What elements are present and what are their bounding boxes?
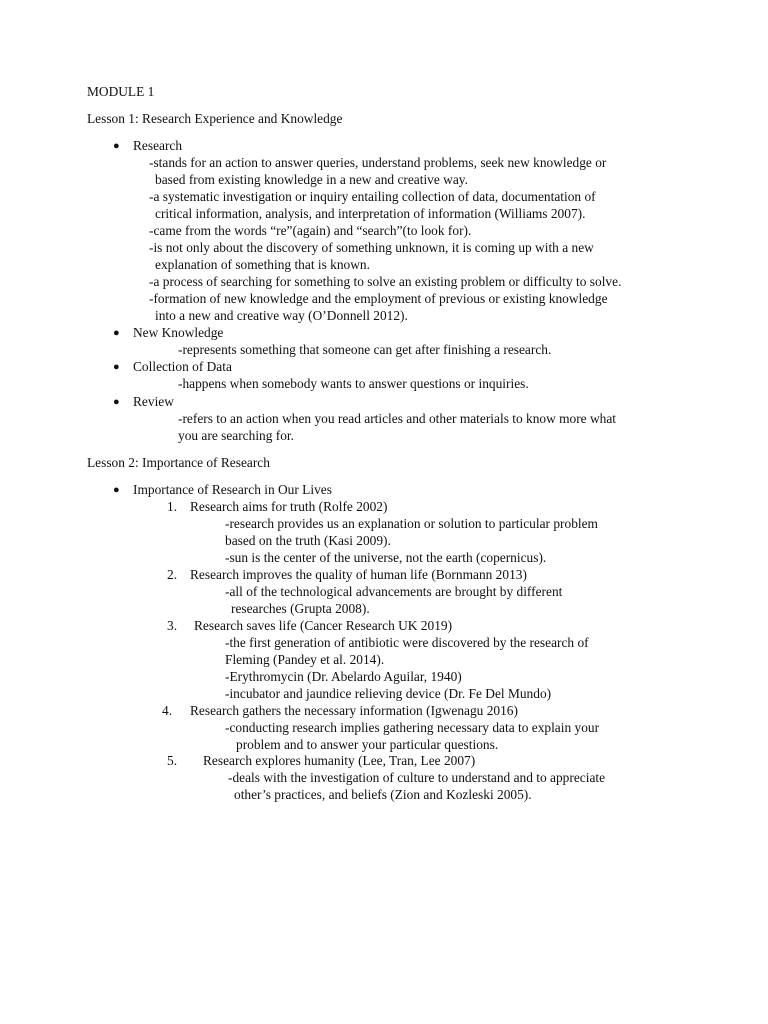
item-title: Research saves life <box>194 618 297 633</box>
item-title: Research aims for truth <box>190 499 316 514</box>
item-number: 4. <box>162 703 173 718</box>
review-line-2: you are searching for. <box>178 428 295 443</box>
research-line-8: -a process of searching for something to solve an existing problem or difficulty to solve. <box>149 274 622 289</box>
research-line-6: -is not only about the discovery of something unknown, it is coming up with a new <box>149 240 594 255</box>
lesson1-title: Lesson 1: Research Experience and Knowledge <box>87 111 343 126</box>
research-line-10: into a new and creative way (O’Donnell 2012). <box>155 308 408 323</box>
bullet-research: ● <box>113 140 120 152</box>
research-line-2: based from existing knowledge in a new and creative way. <box>155 172 468 187</box>
collection-of-data-line-1: -happens when somebody wants to answer questions or inquiries. <box>178 376 529 391</box>
item-5-line-2: other’s practices, and beliefs (Zion and Kozleski 2005). <box>234 787 532 802</box>
item-citation: (Bornmann 2013) <box>428 567 527 582</box>
module-title: MODULE 1 <box>87 84 155 99</box>
research-line-5: -came from the words “re”(again) and “search”(to look for). <box>149 223 472 238</box>
bullet-collection-of-data: ● <box>113 361 120 373</box>
new-knowledge-line-1: -represents something that someone can get after finishing a research. <box>178 342 552 357</box>
item-title: Research improves the quality of human life <box>190 567 428 582</box>
item-title: Research explores humanity <box>203 753 355 768</box>
item-4-line-2: problem and to answer your particular questions. <box>236 737 499 752</box>
item-number: 3. <box>167 618 178 633</box>
item-2-line-2: researches (Grupta 2008). <box>231 601 370 616</box>
item-3-line-4: -incubator and jaundice relieving device (Dr. Fe Del Mundo) <box>225 686 552 701</box>
research-line-4: critical information, analysis, and interpretation of information (Williams 2007). <box>155 206 586 221</box>
item-number: 1. <box>167 499 178 514</box>
importance-heading: Importance of Research in Our Lives <box>133 482 332 497</box>
review-line-1: -refers to an action when you read articles and other materials to know more what <box>178 411 617 426</box>
item-5-line-1: -deals with the investigation of culture to understand and to appreciate <box>228 770 606 785</box>
item-citation: (Igwenagu 2016) <box>422 703 518 718</box>
item-4-line-1: -conducting research implies gathering necessary data to explain your <box>225 720 600 735</box>
research-line-1: -stands for an action to answer queries, understand problems, seek new knowledge or <box>149 155 607 170</box>
item-heading <box>203 753 475 769</box>
lesson2-title: Lesson 2: Importance of Research <box>87 455 270 470</box>
term-collection-of-data: Collection of Data <box>133 359 232 374</box>
item-heading <box>190 499 387 515</box>
research-line-9: -formation of new knowledge and the employment of previous or existing knowledge <box>149 291 608 306</box>
item-1-line-3: -sun is the center of the universe, not the earth (copernicus). <box>225 550 547 565</box>
item-3-line-2: Fleming (Pandey et al. 2014). <box>225 652 385 667</box>
item-1-line-1: -research provides us an explanation or solution to particular problem <box>225 516 598 531</box>
term-research: Research <box>133 138 183 153</box>
item-title: Research gathers the necessary information <box>190 703 423 718</box>
research-line-3: -a systematic investigation or inquiry entailing collection of data, documentation of <box>149 189 596 204</box>
item-3-line-3: -Erythromycin (Dr. Abelardo Aguilar, 1940) <box>225 669 462 684</box>
bullet-importance: ● <box>113 484 120 496</box>
item-number: 2. <box>167 567 178 582</box>
bullet-new-knowledge: ● <box>113 327 120 339</box>
item-heading <box>190 567 527 583</box>
term-new-knowledge: New Knowledge <box>133 325 224 340</box>
item-3-line-1: -the first generation of antibiotic were discovered by the research of <box>225 635 589 650</box>
item-citation: (Lee, Tran, Lee 2007) <box>354 753 476 768</box>
item-2-line-1: -all of the technological advancements are brought by different <box>225 584 563 599</box>
item-number: 5. <box>167 753 178 768</box>
term-review: Review <box>133 394 174 409</box>
bullet-review: ● <box>113 396 120 408</box>
research-line-7: explanation of something that is known. <box>155 257 370 272</box>
item-heading <box>194 618 452 634</box>
item-heading <box>190 703 518 719</box>
item-1-line-2: based on the truth (Kasi 2009). <box>225 533 391 548</box>
item-citation: (Cancer Research UK 2019) <box>296 618 453 633</box>
item-citation: (Rolfe 2002) <box>315 499 388 514</box>
